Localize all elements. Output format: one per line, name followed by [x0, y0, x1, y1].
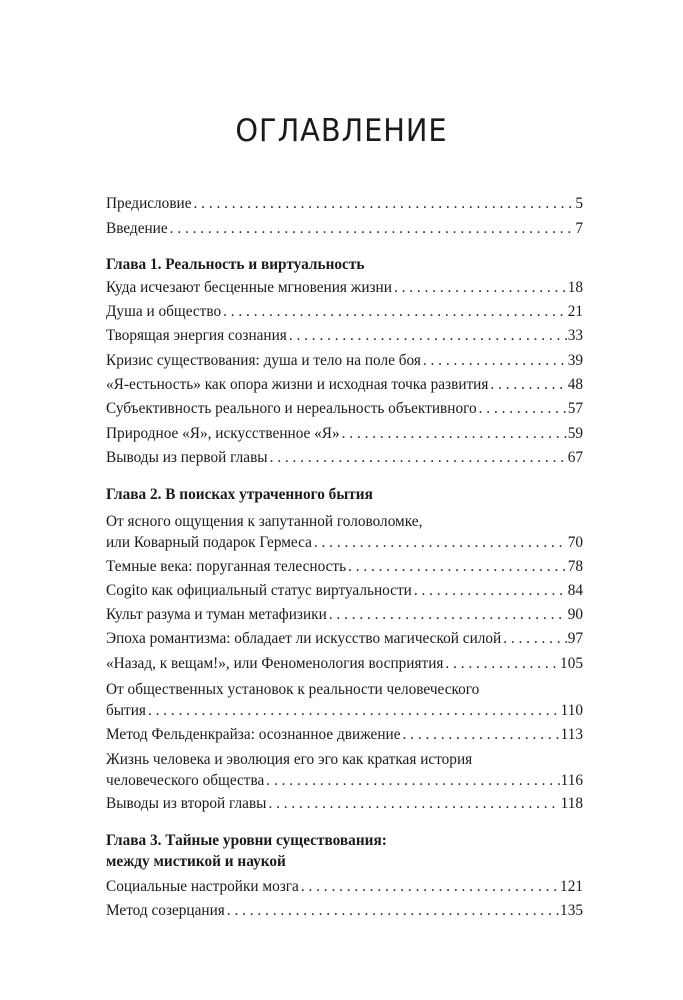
toc-page-number: 97 — [567, 630, 583, 647]
toc-entry-label: человеческого общества — [106, 772, 265, 789]
toc-page-number: 57 — [567, 400, 583, 417]
toc-entry-label: Культ разума и туман метафизики — [106, 606, 327, 623]
dot-leader — [268, 793, 559, 814]
toc-page-number: 113 — [560, 726, 583, 743]
chapter-3-heading[interactable] — [106, 830, 583, 872]
toc-entry-introduction[interactable] — [106, 218, 583, 239]
toc-entry-label: Метод созерцания — [106, 902, 225, 919]
toc-entry[interactable] — [106, 653, 583, 674]
toc-entry-label: Темные века: поруганная телесность — [106, 558, 347, 575]
dot-leader — [479, 398, 567, 419]
chapter-3-heading-line1: Глава 3. Тайные уровни существования: — [106, 832, 387, 849]
dot-leader — [266, 770, 559, 791]
page-title: ОГЛАВЛЕНИЕ — [235, 113, 448, 149]
toc-entry[interactable] — [106, 628, 583, 649]
toc-page-number: 39 — [567, 352, 583, 369]
dot-leader — [490, 374, 566, 395]
toc-entry-label: Природное «Я», искусственное «Я» — [106, 425, 340, 442]
dot-leader — [148, 700, 560, 721]
chapter-3-heading-line2: между мистикой и наукой — [106, 853, 286, 870]
dot-leader — [503, 628, 566, 649]
toc-entry-label-line1: От общественных установок к реальности человеческого — [106, 681, 480, 698]
toc-entry-preface[interactable] — [106, 193, 583, 214]
chapter-2-heading[interactable]: Глава 2. В поисках утраченного бытия — [106, 486, 373, 503]
toc-entry-label: Куда исчезают бесценные мгновения жизни — [106, 279, 392, 296]
toc-page-number: 116 — [560, 772, 583, 789]
toc-entry[interactable] — [106, 604, 583, 625]
toc-entry[interactable] — [106, 580, 583, 601]
dot-leader — [394, 277, 567, 298]
toc-entry-label-line1: От ясного ощущения к запутанной головоломке, — [106, 513, 423, 530]
toc-entry[interactable] — [106, 423, 583, 444]
dot-leader — [342, 423, 567, 444]
toc-entry-label: Введение — [106, 220, 168, 237]
dot-leader — [301, 876, 559, 897]
toc-page-number: 90 — [567, 606, 583, 623]
toc-page-number: 84 — [567, 582, 583, 599]
toc-entry[interactable] — [106, 447, 583, 468]
toc-entry-label: Социальные настройки мозга — [106, 878, 299, 895]
toc-page-number: 135 — [560, 902, 583, 919]
toc-entry-label: бытия — [106, 702, 146, 719]
toc-entry[interactable] — [106, 301, 583, 322]
toc-page-number: 48 — [567, 376, 583, 393]
dot-leader — [289, 325, 567, 346]
toc-entry[interactable] — [106, 511, 583, 553]
toc-entry[interactable] — [106, 556, 583, 577]
toc-entry-label: Творящая энергия сознания — [106, 327, 287, 344]
toc-entry-label-line1: Жизнь человека и эволюция его эго как краткая история — [106, 751, 473, 768]
toc-entry-label: Метод Фельденкрайза: осознанное движение — [106, 726, 401, 743]
toc-entry[interactable] — [106, 277, 583, 298]
dot-leader — [414, 580, 567, 601]
toc-page-number: 70 — [567, 534, 583, 551]
dot-leader — [170, 218, 575, 239]
toc-page-number: 67 — [567, 449, 583, 466]
toc-entry-label: Выводы из второй главы — [106, 795, 267, 812]
toc-page-number: 118 — [560, 795, 583, 812]
toc-entry-label: Выводы из первой главы — [106, 449, 268, 466]
toc-entry-label: «Я-естьность» как опора жизни и исходная точка развития — [106, 376, 489, 393]
dot-leader — [329, 604, 567, 625]
dot-leader — [194, 193, 575, 214]
toc-page-number: 33 — [567, 327, 583, 344]
toc-entry[interactable] — [106, 900, 583, 921]
toc-entry[interactable] — [106, 876, 583, 897]
toc-entry[interactable] — [106, 679, 583, 721]
toc-page-number: 110 — [560, 702, 583, 719]
dot-leader — [223, 301, 567, 322]
toc-page-number: 121 — [560, 878, 583, 895]
toc-page-number: 105 — [560, 655, 583, 672]
toc-entry[interactable] — [106, 325, 583, 346]
toc-entry-label: Душа и общество — [106, 303, 222, 320]
toc-page-number: 7 — [575, 220, 583, 237]
dot-leader — [423, 350, 567, 371]
toc-entry-label: или Коварный подарок Гермеса — [106, 534, 312, 551]
toc-entry-label: «Назад, к вещам!», или Феноменология восприятия — [106, 655, 444, 672]
toc-entry-label: Предисловие — [106, 195, 192, 212]
toc-entry[interactable] — [106, 398, 583, 419]
chapter-1-heading[interactable]: Глава 1. Реальность и виртуальность — [106, 256, 365, 273]
toc-entry-label: Кризис существования: душа и тело на поле боя — [106, 352, 421, 369]
dot-leader — [403, 724, 560, 745]
toc-page-number: 21 — [567, 303, 583, 320]
toc-entry-label: Эпоха романтизма: обладает ли искусство магической силой — [106, 630, 502, 647]
toc-entry[interactable] — [106, 350, 583, 371]
dot-leader — [270, 447, 567, 468]
toc-entry[interactable] — [106, 724, 583, 745]
toc-page-number: 59 — [567, 425, 583, 442]
toc-page-number: 18 — [567, 279, 583, 296]
dot-leader — [445, 653, 559, 674]
toc-entry-label: Cogito как официальный статус виртуальности — [106, 582, 412, 599]
toc-page-number: 78 — [567, 558, 583, 575]
toc-entry[interactable] — [106, 374, 583, 395]
toc-entry[interactable] — [106, 749, 583, 791]
dot-leader — [348, 556, 567, 577]
dot-leader — [227, 900, 559, 921]
dot-leader — [314, 532, 567, 553]
toc-entry[interactable] — [106, 793, 583, 814]
toc-page-number: 5 — [575, 195, 583, 212]
toc-entry-label: Субъективность реального и нереальность объективного — [106, 400, 477, 417]
